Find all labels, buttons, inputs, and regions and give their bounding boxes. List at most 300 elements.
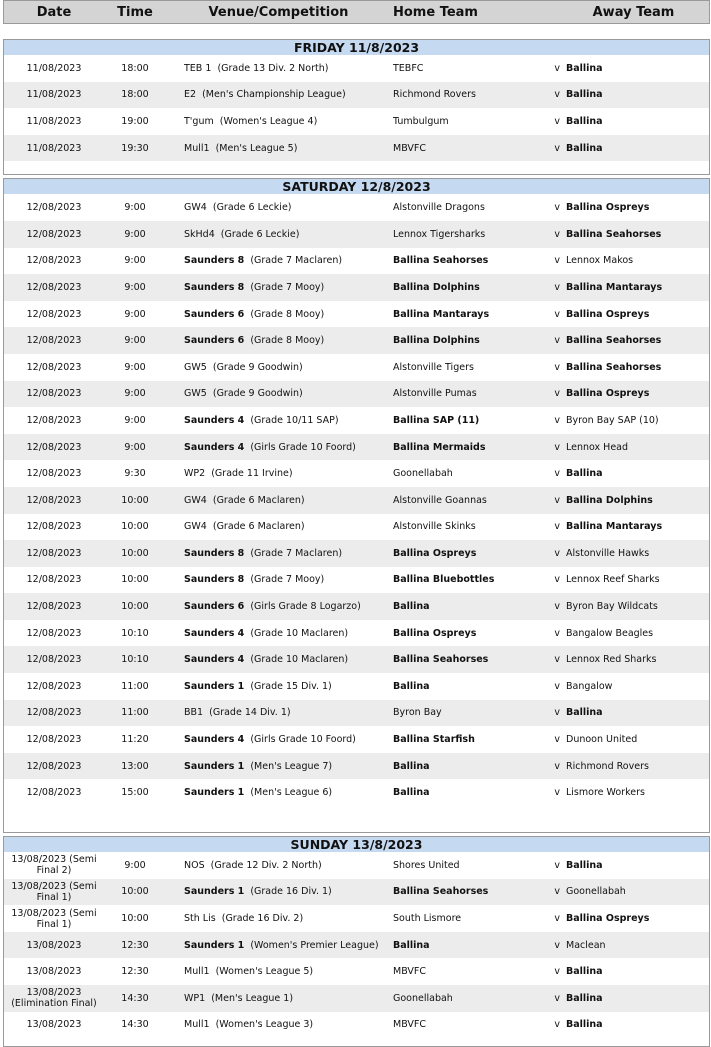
versus-marker: v	[554, 760, 560, 772]
fixture-venue-competition	[166, 628, 391, 639]
venue-name: E2	[184, 89, 197, 101]
versus-marker: v	[554, 574, 560, 586]
home-team: Alstonville Goannas	[393, 494, 487, 506]
fixture-date: 12/08/2023	[26, 521, 82, 533]
fixture-venue-competition	[166, 940, 391, 951]
competition-name: (Grade 7 Mooy)	[250, 281, 325, 293]
away-team: Byron Bay SAP (10)	[566, 414, 659, 426]
fixture-sheet	[3, 0, 710, 1047]
fixture-venue-competition	[166, 282, 391, 293]
fixture-row	[4, 540, 709, 567]
venue-name: SkHd4	[184, 228, 215, 240]
fixture-row	[4, 82, 709, 109]
home-team: Ballina Dolphins	[393, 335, 480, 347]
competition-name: (Grade 6 Leckie)	[212, 202, 292, 214]
fixture-row	[4, 301, 709, 328]
versus-marker: v	[554, 966, 560, 978]
away-team: Lennox Red Sharks	[566, 654, 657, 666]
venue-name: GW4	[184, 521, 207, 533]
fixture-date: 12/08/2023	[26, 760, 82, 772]
away-team: Ballina	[566, 62, 603, 74]
versus-marker: v	[554, 547, 560, 559]
away-team: Ballina Ospreys	[566, 308, 650, 320]
venue-name: Saunders 6	[184, 335, 245, 347]
fixture-date: 11/08/2023	[26, 115, 82, 127]
away-team: Lismore Workers	[566, 787, 645, 799]
fixture-time: 15:00	[121, 787, 149, 799]
day-heading: SATURDAY 12/8/2023	[4, 178, 709, 194]
home-team: Ballina Ospreys	[393, 547, 477, 559]
fixture-row	[4, 779, 709, 806]
home-team: MBVFC	[393, 142, 427, 154]
venue-name: Saunders 8	[184, 255, 245, 267]
home-team: Alstonville Tigers	[393, 361, 474, 373]
versus-marker: v	[554, 627, 560, 639]
fixture-row	[4, 879, 709, 906]
competition-name: (Men's Championship League)	[202, 89, 346, 101]
versus-marker: v	[554, 414, 560, 426]
versus-marker: v	[554, 859, 560, 871]
fixture-time: 10:00	[121, 547, 149, 559]
header-venue: Venue/Competition	[208, 4, 349, 20]
away-team: Ballina Mantarays	[566, 521, 663, 533]
fixture-time: 9:00	[124, 335, 146, 347]
away-team: Ballina Seahorses	[566, 361, 662, 373]
fixture-date: 12/08/2023	[26, 255, 82, 267]
venue-name: Saunders 8	[184, 574, 245, 586]
venue-name: BB1	[184, 707, 204, 719]
fixture-venue-competition	[166, 229, 391, 240]
competition-name: (Grade 10 Maclaren)	[250, 654, 349, 666]
fixture-date: 13/08/2023	[26, 966, 82, 978]
venue-name: GW4	[184, 202, 207, 214]
fixture-date: 12/08/2023	[26, 308, 82, 320]
fixture-venue-competition	[166, 89, 391, 100]
fixture-venue-competition	[166, 761, 391, 772]
fixture-time: 10:10	[121, 654, 149, 666]
away-team: Ballina	[566, 992, 603, 1004]
away-team: Bangalow Beagles	[566, 627, 654, 639]
competition-name: (Men's League 6)	[250, 787, 333, 799]
home-team: MBVFC	[393, 1019, 427, 1031]
versus-marker: v	[554, 441, 560, 453]
competition-name: (Grade 6 Maclaren)	[212, 521, 305, 533]
venue-name: GW4	[184, 494, 207, 506]
versus-marker: v	[554, 255, 560, 267]
fixture-row	[4, 55, 709, 82]
competition-name: (Grade 16 Div. 1)	[250, 886, 332, 898]
away-team: Goonellabah	[566, 886, 626, 898]
fixture-row	[4, 726, 709, 753]
home-team: Ballina Ospreys	[393, 627, 477, 639]
versus-marker: v	[554, 734, 560, 746]
venue-name: WP2	[184, 468, 206, 480]
fixture-time: 9:00	[124, 859, 146, 871]
day-section	[3, 39, 710, 175]
versus-marker: v	[554, 680, 560, 692]
fixture-date: 11/08/2023	[26, 142, 82, 154]
fixture-date: 12/08/2023	[26, 680, 82, 692]
fixture-date: 12/08/2023	[26, 707, 82, 719]
venue-name: Saunders 8	[184, 547, 245, 559]
home-team: Ballina Mermaids	[393, 441, 486, 453]
day-heading: SUNDAY 13/8/2023	[4, 836, 709, 852]
fixture-row	[4, 905, 709, 932]
fixture-date: 12/08/2023	[26, 202, 82, 214]
fixture-venue-competition	[166, 787, 391, 798]
versus-marker: v	[554, 886, 560, 898]
fixture-date: 12/08/2023	[26, 335, 82, 347]
home-team: Ballina Mantarays	[393, 308, 490, 320]
venue-name: NOS	[184, 859, 205, 871]
fixture-time: 9:00	[124, 255, 146, 267]
away-team: Ballina	[566, 859, 603, 871]
fixture-date: 12/08/2023	[26, 388, 82, 400]
fixture-date: 13/08/2023 (Semi Final 1)	[11, 880, 97, 903]
competition-name: (Grade 6 Maclaren)	[212, 494, 305, 506]
fixture-date: 12/08/2023	[26, 601, 82, 613]
fixture-venue-competition	[166, 913, 391, 924]
fixture-venue-competition	[166, 63, 391, 74]
fixture-venue-competition	[166, 116, 391, 127]
fixture-row	[4, 1012, 709, 1039]
fixture-venue-competition	[166, 495, 391, 506]
venue-name: Mull1	[184, 1019, 210, 1031]
venue-name: Saunders 4	[184, 654, 245, 666]
versus-marker: v	[554, 335, 560, 347]
fixture-time: 9:00	[124, 414, 146, 426]
fixture-venue-competition	[166, 860, 391, 871]
fixture-time: 10:00	[121, 574, 149, 586]
fixture-row	[4, 646, 709, 673]
versus-marker: v	[554, 89, 560, 101]
home-team: Ballina	[393, 601, 430, 613]
fixture-row	[4, 460, 709, 487]
fixture-row	[4, 985, 709, 1012]
fixture-time: 12:30	[121, 939, 149, 951]
fixture-venue-competition	[166, 388, 391, 399]
fixture-time: 10:00	[121, 886, 149, 898]
competition-name: (Women's League 4)	[219, 115, 318, 127]
fixture-row	[4, 354, 709, 381]
home-team: Ballina Bluebottles	[393, 574, 495, 586]
versus-marker: v	[554, 388, 560, 400]
home-team: Ballina Dolphins	[393, 281, 480, 293]
home-team: TEBFC	[393, 62, 424, 74]
venue-name: Saunders 1	[184, 886, 245, 898]
fixture-row	[4, 852, 709, 879]
competition-name: (Grade 11 Irvine)	[211, 468, 293, 480]
competition-name: (Grade 7 Mooy)	[250, 574, 325, 586]
versus-marker: v	[554, 1019, 560, 1031]
fixture-date: 13/08/2023	[26, 939, 82, 951]
home-team: Ballina Starfish	[393, 734, 475, 746]
away-team: Ballina	[566, 1019, 603, 1031]
home-team: Lennox Tigersharks	[393, 228, 486, 240]
away-team: Lennox Reef Sharks	[566, 574, 660, 586]
fixture-row	[4, 593, 709, 620]
away-team: Byron Bay Wildcats	[566, 601, 658, 613]
competition-name: (Grade 6 Leckie)	[220, 228, 300, 240]
home-team: Alstonville Dragons	[393, 202, 485, 214]
venue-name: Saunders 1	[184, 787, 245, 799]
fixture-row	[4, 434, 709, 461]
fixture-row	[4, 135, 709, 162]
fixture-time: 19:30	[121, 142, 149, 154]
venue-name: Saunders 6	[184, 601, 245, 613]
home-team: Ballina	[393, 939, 430, 951]
competition-name: (Grade 13 Div. 2 North)	[217, 62, 329, 74]
home-team: Shores United	[393, 859, 460, 871]
fixture-row	[4, 274, 709, 301]
home-team: Ballina Seahorses	[393, 886, 489, 898]
fixture-time: 11:00	[121, 680, 149, 692]
fixture-venue-competition	[166, 442, 391, 453]
venue-name: Saunders 1	[184, 760, 245, 772]
fixture-date: 12/08/2023	[26, 228, 82, 240]
fixture-time: 9:00	[124, 281, 146, 293]
versus-marker: v	[554, 62, 560, 74]
header-date: Date	[36, 4, 72, 20]
fixture-venue-competition	[166, 993, 391, 1004]
fixture-time: 9:00	[124, 308, 146, 320]
venue-name: TEB 1	[184, 62, 212, 74]
fixture-row	[4, 487, 709, 514]
fixture-sections	[3, 39, 710, 1047]
away-team: Lennox Makos	[566, 255, 634, 267]
fixture-date: 12/08/2023	[26, 734, 82, 746]
fixture-date: 13/08/2023 (Semi Final 2)	[11, 854, 97, 877]
fixture-venue-competition	[166, 335, 391, 346]
fixture-date: 11/08/2023	[26, 89, 82, 101]
fixture-time: 9:00	[124, 361, 146, 373]
competition-name: (Grade 7 Maclaren)	[250, 255, 343, 267]
away-team: Ballina Dolphins	[566, 494, 653, 506]
competition-name: (Men's League 5)	[215, 142, 298, 154]
fixture-row	[4, 958, 709, 985]
home-team: Goonellabah	[393, 468, 453, 480]
venue-name: Saunders 4	[184, 627, 245, 639]
fixture-time: 10:10	[121, 627, 149, 639]
fixture-venue-competition	[166, 966, 391, 977]
home-team: Tumbulgum	[393, 115, 449, 127]
fixture-row	[4, 700, 709, 727]
fixture-row	[4, 620, 709, 647]
venue-name: GW5	[184, 388, 207, 400]
versus-marker: v	[554, 115, 560, 127]
fixture-time: 10:00	[121, 494, 149, 506]
header-time: Time	[117, 4, 153, 20]
versus-marker: v	[554, 939, 560, 951]
fixture-row	[4, 673, 709, 700]
fixture-time: 9:30	[124, 468, 146, 480]
fixture-venue-competition	[166, 415, 391, 426]
fixture-row	[4, 194, 709, 221]
away-team: Lennox Head	[566, 441, 629, 453]
venue-name: Saunders 4	[184, 414, 245, 426]
home-team: South Lismore	[393, 913, 462, 925]
day-section	[3, 836, 710, 1047]
fixture-date: 12/08/2023	[26, 547, 82, 559]
away-team: Alstonville Hawks	[566, 547, 650, 559]
versus-marker: v	[554, 521, 560, 533]
fixture-venue-competition	[166, 654, 391, 665]
away-team: Ballina Seahorses	[566, 228, 662, 240]
away-team: Ballina Ospreys	[566, 388, 650, 400]
home-team: Ballina Seahorses	[393, 255, 489, 267]
versus-marker: v	[554, 202, 560, 214]
venue-name: Saunders 1	[184, 939, 245, 951]
competition-name: (Women's League 5)	[215, 966, 314, 978]
versus-marker: v	[554, 142, 560, 154]
header-away: Away Team	[592, 4, 675, 20]
competition-name: (Girls Grade 10 Foord)	[250, 734, 356, 746]
away-team: Dunoon United	[566, 734, 638, 746]
fixture-time: 9:00	[124, 441, 146, 453]
away-team: Ballina Ospreys	[566, 913, 650, 925]
venue-name: Saunders 4	[184, 441, 245, 453]
away-team: Ballina Ospreys	[566, 202, 650, 214]
versus-marker: v	[554, 308, 560, 320]
fixture-date: 12/08/2023	[26, 627, 82, 639]
fixture-venue-competition	[166, 202, 391, 213]
fixture-date: 13/08/2023 (Elimination Final)	[11, 987, 97, 1010]
away-team: Ballina	[566, 89, 603, 101]
fixture-row	[4, 932, 709, 959]
home-team: MBVFC	[393, 966, 427, 978]
venue-name: Sth Lis	[184, 913, 216, 925]
competition-name: (Grade 8 Mooy)	[250, 335, 325, 347]
away-team: Ballina	[566, 707, 603, 719]
day-section	[3, 178, 710, 833]
fixture-time: 14:30	[121, 992, 149, 1004]
fixture-time: 11:00	[121, 707, 149, 719]
versus-marker: v	[554, 601, 560, 613]
fixture-row	[4, 514, 709, 541]
fixture-venue-competition	[166, 601, 391, 612]
away-team: Ballina	[566, 468, 603, 480]
home-team: Ballina	[393, 680, 430, 692]
versus-marker: v	[554, 228, 560, 240]
fixture-date: 12/08/2023	[26, 414, 82, 426]
fixture-time: 18:00	[121, 89, 149, 101]
fixture-time: 19:00	[121, 115, 149, 127]
column-header-row	[3, 0, 710, 24]
fixture-venue-competition	[166, 255, 391, 266]
versus-marker: v	[554, 707, 560, 719]
fixture-time: 18:00	[121, 62, 149, 74]
home-team: Ballina	[393, 787, 430, 799]
venue-name: Mull1	[184, 966, 210, 978]
venue-name: Saunders 6	[184, 308, 245, 320]
competition-name: (Grade 10 Maclaren)	[250, 627, 349, 639]
fixture-row	[4, 327, 709, 354]
away-team: Ballina	[566, 966, 603, 978]
fixture-time: 13:00	[121, 760, 149, 772]
fixture-time: 10:00	[121, 913, 149, 925]
fixture-date: 12/08/2023	[26, 574, 82, 586]
fixture-venue-competition	[166, 1019, 391, 1030]
fixture-venue-competition	[166, 521, 391, 532]
fixture-date: 12/08/2023	[26, 787, 82, 799]
competition-name: (Grade 16 Div. 2)	[221, 913, 304, 925]
fixture-date: 12/08/2023	[26, 654, 82, 666]
fixture-date: 12/08/2023	[26, 361, 82, 373]
fixture-venue-competition	[166, 548, 391, 559]
fixture-venue-competition	[166, 886, 391, 897]
fixture-time: 14:30	[121, 1019, 149, 1031]
away-team: Ballina	[566, 142, 603, 154]
fixture-row	[4, 567, 709, 594]
fixture-venue-competition	[166, 362, 391, 373]
versus-marker: v	[554, 913, 560, 925]
day-heading: FRIDAY 11/8/2023	[4, 39, 709, 55]
competition-name: (Grade 12 Div. 2 North)	[210, 859, 322, 871]
competition-name: (Grade 15 Div. 1)	[250, 680, 332, 692]
home-team: Alstonville Pumas	[393, 388, 477, 400]
fixture-time: 10:00	[121, 601, 149, 613]
fixture-venue-competition	[166, 309, 391, 320]
competition-name: (Women's League 3)	[215, 1019, 314, 1031]
away-team: Bangalow	[566, 680, 613, 692]
competition-name: (Grade 7 Maclaren)	[250, 547, 343, 559]
home-team: Ballina SAP (11)	[393, 414, 480, 426]
fixture-date: 11/08/2023	[26, 62, 82, 74]
away-team: Ballina Seahorses	[566, 335, 662, 347]
venue-name: Saunders 8	[184, 281, 245, 293]
fixture-row	[4, 753, 709, 780]
fixture-venue-competition	[166, 574, 391, 585]
fixture-venue-competition	[166, 681, 391, 692]
fixture-date: 13/08/2023	[26, 1019, 82, 1031]
fixture-time: 12:30	[121, 966, 149, 978]
fixture-date: 12/08/2023	[26, 441, 82, 453]
versus-marker: v	[554, 654, 560, 666]
venue-name: GW5	[184, 361, 207, 373]
fixture-date: 12/08/2023	[26, 494, 82, 506]
home-team: Goonellabah	[393, 992, 453, 1004]
versus-marker: v	[554, 992, 560, 1004]
fixture-row	[4, 248, 709, 275]
away-team: Ballina Mantarays	[566, 281, 663, 293]
home-team: Alstonville Skinks	[393, 521, 476, 533]
fixture-venue-competition	[166, 707, 391, 718]
competition-name: (Grade 8 Mooy)	[250, 308, 325, 320]
venue-name: WP1	[184, 992, 206, 1004]
venue-name: Mull1	[184, 142, 210, 154]
venue-name: T'gum	[184, 115, 214, 127]
fixture-time: 9:00	[124, 228, 146, 240]
venue-name: Saunders 4	[184, 734, 245, 746]
fixture-venue-competition	[166, 734, 391, 745]
fixture-date: 12/08/2023	[26, 281, 82, 293]
competition-name: (Girls Grade 8 Logarzo)	[250, 601, 361, 613]
fixture-time: 10:00	[121, 521, 149, 533]
competition-name: (Men's League 1)	[211, 992, 294, 1004]
fixture-date: 12/08/2023	[26, 468, 82, 480]
away-team: Maclean	[566, 939, 606, 951]
fixture-row	[4, 381, 709, 408]
fixture-row	[4, 221, 709, 248]
away-team: Richmond Rovers	[566, 760, 649, 772]
home-team: Ballina	[393, 760, 430, 772]
fixture-time: 11:20	[121, 734, 149, 746]
versus-marker: v	[554, 468, 560, 480]
home-team: Byron Bay	[393, 707, 442, 719]
fixture-date: 13/08/2023 (Semi Final 1)	[11, 907, 97, 930]
competition-name: (Grade 9 Goodwin)	[212, 388, 303, 400]
fixture-venue-competition	[166, 468, 391, 479]
